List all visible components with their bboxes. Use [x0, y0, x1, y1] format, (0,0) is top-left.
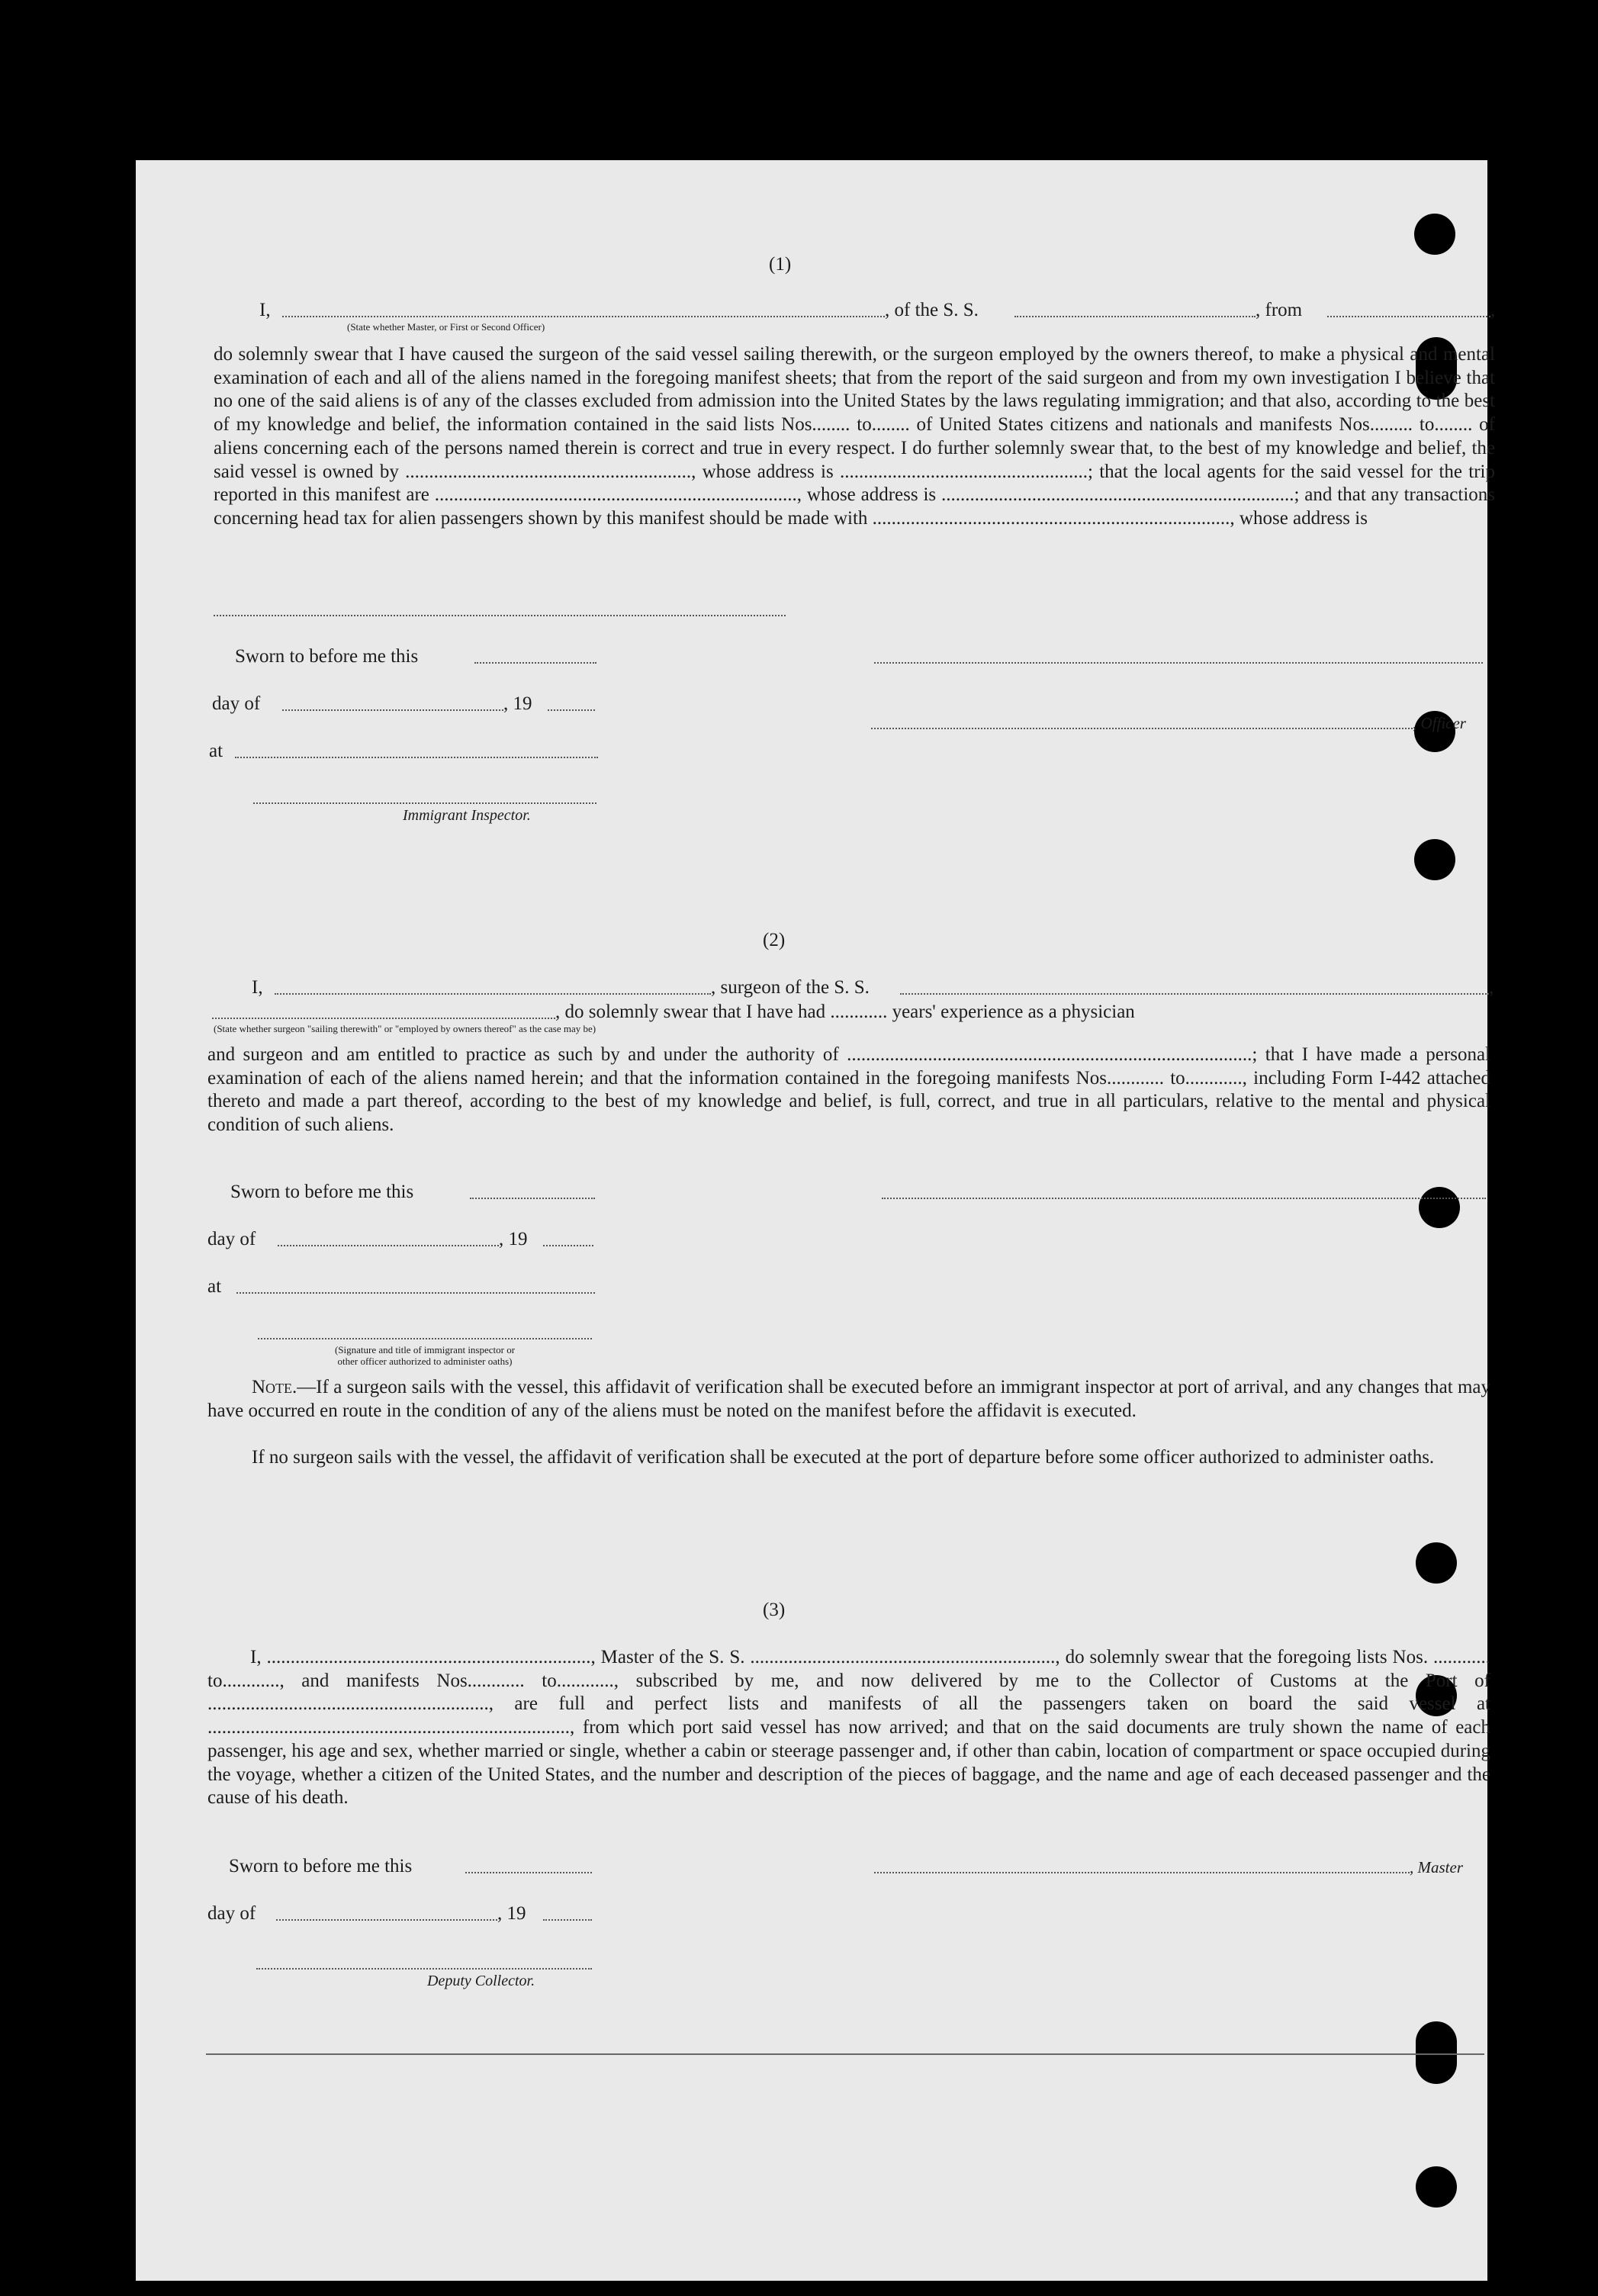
section-3-heading: (3): [763, 1600, 786, 1620]
s2-line2-text: , do solemnly swear that I have had ............ years' experience as a physician: [555, 1002, 1135, 1022]
punch-hole: [1414, 214, 1455, 255]
s2-capacity-caption: (State whether surgeon "sailing therewith" or "employed by owners thereof" as the case may be): [214, 1023, 596, 1034]
s1-day-of-label: day of: [212, 693, 261, 714]
s3-day-field[interactable]: [276, 1919, 497, 1921]
s1-day-field[interactable]: [282, 709, 503, 711]
s2-at-field[interactable]: [236, 1292, 595, 1294]
s3-sworn-label: Sworn to before me this: [229, 1856, 413, 1876]
s2-surgeon-of-ss-label: , surgeon of the S. S.: [711, 977, 870, 998]
s1-from-label: , from: [1256, 300, 1303, 320]
s1-officer-label: , Officer: [1413, 714, 1466, 732]
punch-hole: [1419, 1187, 1460, 1228]
s2-i-label: I,: [252, 977, 263, 998]
s2-inspector-signature-field[interactable]: [258, 1338, 592, 1339]
s1-officer-signature-field[interactable]: [874, 662, 1483, 664]
s2-sig-caption-1: (Signature and title of immigrant inspector or: [334, 1344, 516, 1355]
s2-note-text: —If a surgeon sails with the vessel, this affidavit of verification shall be executed before an immigrant inspector at port of arrival, and any changes that may have occurred en route in the condition of any of the aliens must be noted on the manifest before the affidavit is executed.: [207, 1377, 1490, 1421]
s2-affidavit-text: and surgeon and am entitled to practice as such by and under the authority of .....................................................................................; that I have made a personal examination of each of the aliens named herein; and that the information contained in the foregoing manifests Nos............ to............, including Form I-442 attached thereto and made a part thereof, according to the best of my knowledge and belief, is full, correct, and true in all particulars, relative to the mental and physical condition of such aliens.: [207, 1044, 1490, 1136]
s1-rank-field[interactable]: [282, 316, 885, 317]
s3-collector-label: Deputy Collector.: [427, 1973, 535, 1989]
s1-year-label: , 19: [503, 693, 532, 714]
punch-hole: [1414, 839, 1455, 880]
s2-note-label: Note.: [252, 1377, 297, 1397]
s3-day-of-label: day of: [207, 1903, 256, 1924]
s3-affidavit-text: I, ...................................................................., Master of the S. S. ................................................................, do solemnly swear that the foregoing lists Nos. ............ to............, and manifests Nos............ to............, subscribed by me, and now delivered by me to the Collector of Customs at the Port of ..........................................................., are full and perfect lists and manifests of all the passengers taken on board the said vessel at ............................................................................, from which port said vessel has now arrived; and that on the said documents are truly shown the name of each passenger, his age and sex, whether married or single, whether a cabin or steerage passenger and, if other than cabin, location of compartment or space occupied during the voyage, whether a citizen of the United States, and the number and description of the pieces of baggage, and the name and age of each deceased passenger and the cause of his death.: [207, 1647, 1490, 1809]
s2-signature-field[interactable]: [882, 1198, 1486, 1199]
s1-comma: ,: [1490, 300, 1496, 320]
s2-at-label: at: [207, 1276, 222, 1297]
s2-note-2: If no surgeon sails with the vessel, the affidavit of verification shall be executed at the port of departure before some officer authorized to administer oaths.: [252, 1447, 1435, 1468]
s2-comma: ,: [1489, 977, 1494, 998]
s3-sworn-field[interactable]: [465, 1872, 592, 1873]
s2-note: [207, 1376, 1490, 1423]
s2-vessel-field[interactable]: [900, 993, 1489, 995]
s1-sworn-label: Sworn to before me this: [235, 646, 419, 667]
s3-year-field[interactable]: [543, 1919, 592, 1921]
s1-inspector-label: Immigrant Inspector.: [403, 807, 531, 824]
s3-year-label: , 19: [497, 1903, 526, 1924]
s1-of-ss-label: , of the S. S.: [885, 300, 979, 320]
punch-hole: [1416, 1542, 1457, 1584]
bottom-rule: [206, 2053, 1484, 2055]
s3-master-signature-field[interactable]: [874, 1872, 1410, 1873]
s2-sworn-field[interactable]: [470, 1198, 595, 1199]
punch-hole: [1416, 2021, 1457, 2084]
s2-sig-caption-2: other officer authorized to administer oaths): [337, 1355, 513, 1367]
s2-year-field[interactable]: [543, 1245, 593, 1246]
s2-year-label: , 19: [499, 1229, 528, 1249]
s2-day-of-label: day of: [207, 1229, 256, 1249]
s1-i-label: I,: [259, 300, 271, 320]
s2-capacity-field[interactable]: [212, 1018, 555, 1019]
s1-vessel-field[interactable]: [1014, 316, 1256, 317]
s1-at-label: at: [209, 741, 223, 761]
s1-address-field[interactable]: [214, 615, 786, 616]
s2-surgeon-name-field[interactable]: [275, 993, 711, 995]
s1-year-field[interactable]: [548, 709, 595, 711]
s3-collector-signature-field[interactable]: [256, 1968, 592, 1970]
section-2-heading: (2): [763, 930, 786, 950]
s3-master-label: , Master: [1410, 1858, 1463, 1876]
s1-from-field[interactable]: [1327, 316, 1490, 317]
s1-officer-field[interactable]: [871, 728, 1413, 729]
s1-sworn-field[interactable]: [474, 662, 596, 664]
s2-day-field[interactable]: [278, 1245, 499, 1246]
section-1-heading: (1): [769, 254, 792, 275]
s2-sworn-label: Sworn to before me this: [230, 1182, 414, 1202]
s1-at-field[interactable]: [235, 757, 598, 758]
s1-inspector-signature-field[interactable]: [253, 802, 596, 804]
form-page: [136, 160, 1496, 2281]
s1-rank-caption: (State whether Master, or First or Second Officer): [347, 321, 545, 333]
punch-hole: [1416, 2166, 1457, 2208]
s1-affidavit-text: do solemnly swear that I have caused the surgeon of the said vessel sailing therewith, or the surgeon employed by the owners thereof, to make a physical and mental examination of each and all of the aliens named in the foregoing manifest sheets; that from the report of the said surgeon and from my own investigation I believe that no one of the said aliens is of any of the classes excluded from admission into the United States by the laws regulating immigration; and that also, according to the best of my knowledge and belief, the information contained in the said lists Nos........ to........ of United States citizens and nationals and manifests Nos......... to........ of aliens concerning each of the persons named therein is correct and true in every respect. I do further solemnly swear that, to the best of my knowledge and belief, the said vessel is owned by ............................................................, whose address is ....................................................; that the local agents for the said vessel for the trip reported in this manifest are ............................................................................, whose address is ..........................................................................; and that any transactions concerning head tax for alien passengers shown by this manifest should be made with ..........................................................................., whose address is: [214, 344, 1495, 529]
